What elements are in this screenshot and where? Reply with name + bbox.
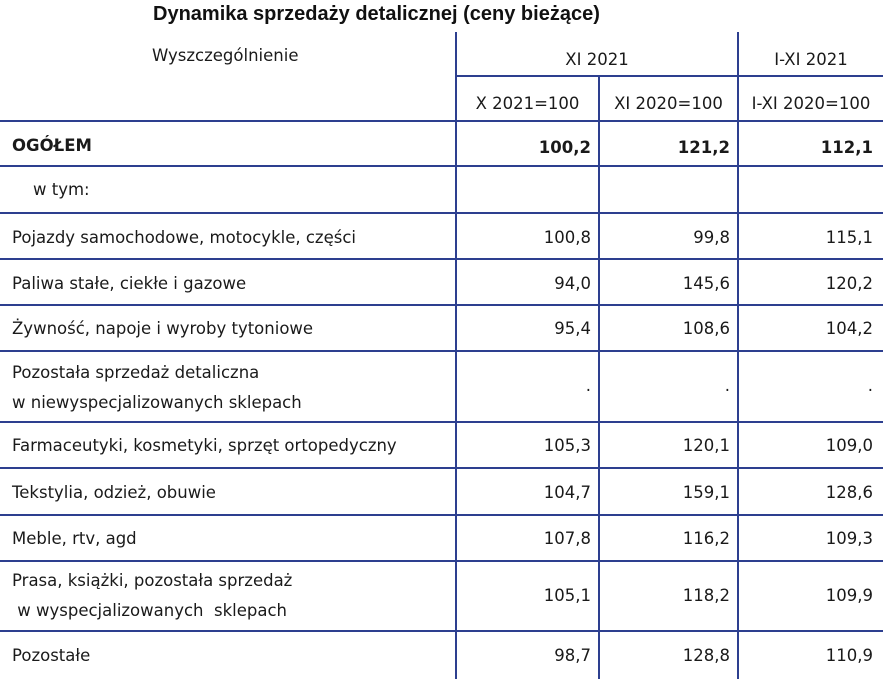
row-divider — [0, 630, 883, 632]
column-subheader: XI 2020=100 — [614, 94, 723, 113]
cell-value: 120,2 — [825, 274, 873, 293]
cell-value: 104,7 — [543, 483, 591, 502]
cell-value: 159,1 — [682, 483, 730, 502]
column-subheader: I-XI 2020=100 — [751, 94, 871, 113]
cell-value: . — [724, 376, 730, 395]
row-label: Meble, rtv, agd — [12, 529, 137, 548]
cell-value: 128,8 — [682, 646, 730, 665]
cell-value: 107,8 — [543, 529, 591, 548]
row-divider — [0, 560, 883, 562]
column-group-header: XI 2021 — [565, 50, 629, 69]
row-label-total: OGÓŁEM — [12, 136, 92, 155]
column-subheader: X 2021=100 — [475, 94, 580, 113]
cell-value: 108,6 — [682, 319, 730, 338]
row-label: w wyspecjalizowanych sklepach — [12, 601, 288, 620]
cell-value: 120,1 — [682, 436, 730, 455]
row-divider — [0, 467, 883, 469]
row-divider — [0, 258, 883, 260]
cell-value: 99,8 — [693, 228, 730, 247]
row-divider — [0, 120, 883, 122]
column-header-label: Wyszczególnienie — [152, 46, 299, 65]
column-divider — [455, 32, 457, 679]
cell-value: 110,9 — [825, 646, 873, 665]
cell-value: 112,1 — [820, 138, 873, 157]
cell-value: 104,2 — [825, 319, 873, 338]
cell-value: 109,9 — [825, 586, 873, 605]
cell-value: 100,8 — [543, 228, 591, 247]
column-group-header: I-XI 2021 — [774, 50, 848, 69]
cell-value: 128,6 — [825, 483, 873, 502]
cell-value: 98,7 — [554, 646, 591, 665]
row-label: Żywność, napoje i wyroby tytoniowe — [12, 319, 314, 338]
row-divider — [0, 421, 883, 423]
cell-value: 94,0 — [554, 274, 591, 293]
cell-value: 115,1 — [825, 228, 873, 247]
row-label: Pozostała sprzedaż detaliczna — [12, 363, 260, 382]
cell-value: 116,2 — [682, 529, 730, 548]
row-label: Paliwa stałe, ciekłe i gazowe — [12, 274, 247, 293]
cell-value: 95,4 — [554, 319, 591, 338]
cell-value: 105,1 — [543, 586, 591, 605]
cell-value: 109,0 — [825, 436, 873, 455]
row-label: Pozostałe — [12, 646, 91, 665]
cell-value: 105,3 — [543, 436, 591, 455]
row-divider — [0, 212, 883, 214]
row-label: Tekstylia, odzież, obuwie — [12, 483, 216, 502]
row-label: Farmaceutyki, kosmetyki, sprzęt ortopedyczny — [12, 436, 397, 455]
row-label: Prasa, książki, pozostała sprzedaż — [12, 571, 293, 590]
table-title: Dynamika sprzedaży detalicznej (ceny bieżące) — [153, 3, 600, 25]
row-label-subheading: w tym: — [33, 180, 90, 199]
row-divider — [0, 165, 883, 167]
cell-value: 118,2 — [682, 586, 730, 605]
cell-value: 145,6 — [682, 274, 730, 293]
cell-value: 109,3 — [825, 529, 873, 548]
cell-value: 100,2 — [538, 138, 591, 157]
row-label: w niewyspecjalizowanych sklepach — [12, 393, 302, 412]
cell-value: . — [867, 376, 873, 395]
row-divider — [0, 350, 883, 352]
row-divider — [0, 514, 883, 516]
cell-value: . — [585, 376, 591, 395]
row-divider — [0, 304, 883, 306]
cell-value: 121,2 — [677, 138, 730, 157]
row-label: Pojazdy samochodowe, motocykle, części — [12, 228, 356, 247]
header-divider — [455, 75, 883, 77]
column-divider — [737, 32, 739, 679]
